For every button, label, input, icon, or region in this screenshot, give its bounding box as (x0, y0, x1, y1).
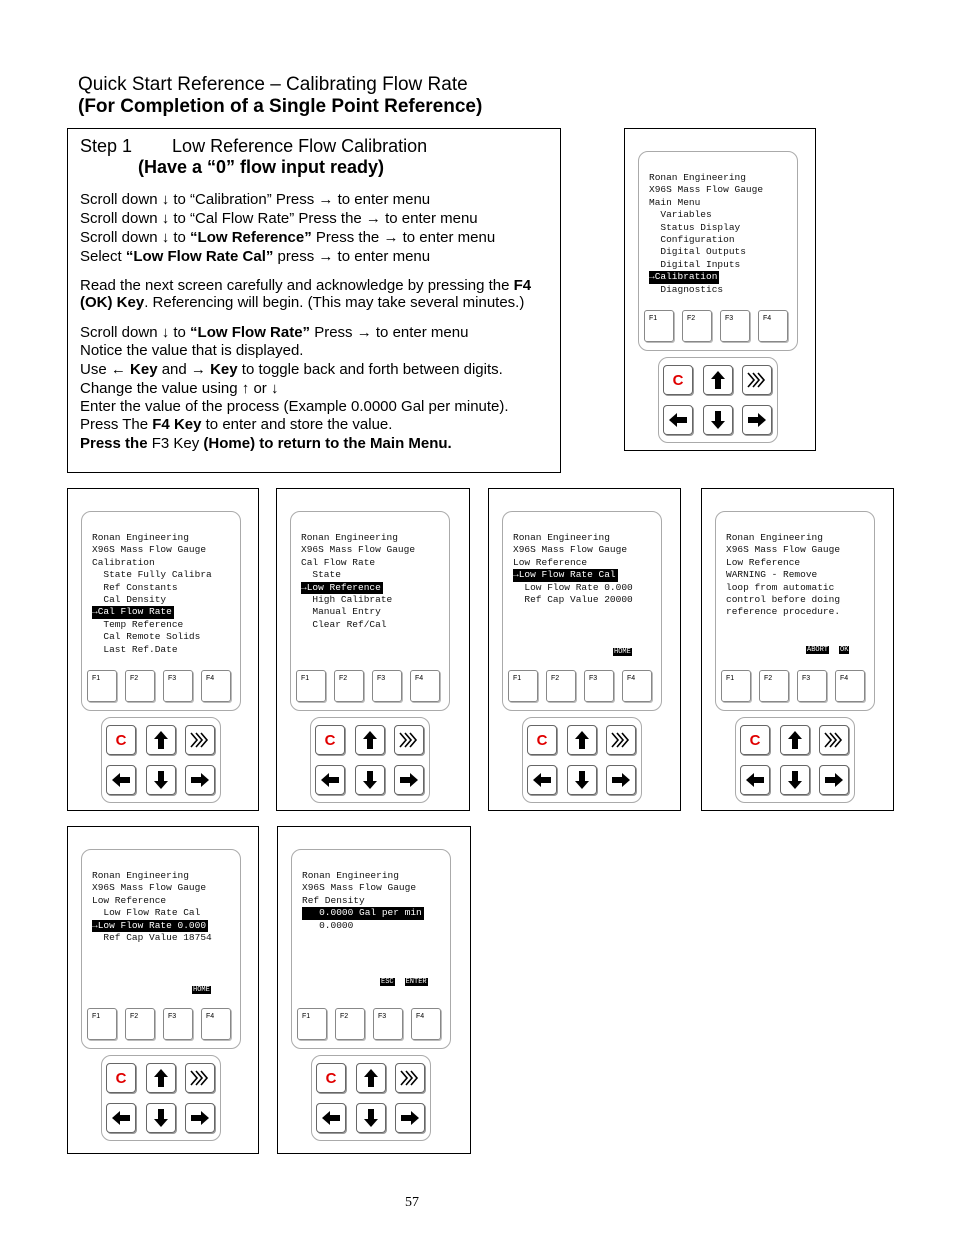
clear-key[interactable]: C (315, 725, 345, 755)
instruction-text: F3 Key (147, 435, 204, 452)
instruction-line (80, 229, 495, 247)
up-arrow-icon[interactable] (355, 725, 385, 755)
instruction-line (80, 361, 503, 379)
instruction-line (80, 277, 531, 295)
double-chevron-icon[interactable] (395, 1063, 425, 1093)
display-line: X96S Mass Flow Gauge (726, 544, 841, 556)
instruction-text: “Low Reference” (190, 229, 312, 246)
down-arrow-icon[interactable] (567, 765, 597, 795)
instruction-text: Scroll down ↓ to (80, 229, 191, 246)
up-arrow-icon[interactable] (146, 1063, 176, 1093)
display-line: Diagnostics (649, 283, 724, 295)
instruction-text: Press the (80, 435, 148, 452)
display-text (92, 532, 242, 656)
left-arrow-icon[interactable] (315, 765, 345, 795)
heading-line-2: (For Completion of a Single Point Reference) (78, 96, 483, 117)
clear-key[interactable]: C (316, 1063, 346, 1093)
f4-key[interactable]: F4 (758, 310, 788, 342)
right-arrow-icon[interactable] (742, 405, 772, 435)
selected-menu-item: →Low Reference (301, 581, 381, 593)
softkey-labels (603, 648, 632, 656)
step-subtitle: (Have a “0” flow input ready) (138, 157, 385, 177)
device-screen-panel (67, 826, 259, 1154)
instruction-line (80, 398, 509, 416)
up-arrow-icon[interactable] (146, 725, 176, 755)
left-arrow-icon[interactable] (527, 765, 557, 795)
f2-key[interactable]: F2 (125, 670, 155, 702)
instruction-line (80, 416, 392, 434)
display-line: Cal Flow Rate (301, 556, 376, 568)
display-line: Calibration (92, 556, 155, 568)
instruction-text: F4 (513, 277, 532, 294)
heading-line-1: Quick Start Reference – Calibrating Flow Rate (78, 74, 468, 95)
display-line: Clear Ref/Cal (301, 618, 387, 630)
step-title: Step 1 Low Reference Flow Calibration (80, 136, 428, 156)
display-line: Digital Outputs (649, 246, 746, 258)
f2-key[interactable]: F2 (759, 670, 789, 702)
left-arrow-icon[interactable] (663, 405, 693, 435)
instruction-text: (OK) Key (80, 294, 145, 311)
instruction-text: Key (130, 361, 158, 378)
f3-key[interactable]: F3 (584, 670, 614, 702)
double-chevron-icon[interactable] (185, 1063, 215, 1093)
display-line: reference procedure. (726, 606, 841, 618)
left-arrow-icon[interactable] (740, 765, 770, 795)
instruction-text: Scroll down ↓ to “Cal Flow Rate” Press the → to enter menu (80, 210, 478, 227)
instruction-text: “Low Flow Rate” (190, 324, 311, 341)
instruction-text: to enter and store the value. (201, 416, 393, 433)
f4-key[interactable]: F4 (201, 670, 231, 702)
display-line: X96S Mass Flow Gauge (302, 882, 417, 894)
display-line: Ronan Engineering (302, 870, 399, 881)
function-keys (87, 670, 237, 706)
instruction-text: Read the next screen carefully and acknowledge by pressing the (80, 277, 514, 294)
clear-key[interactable]: C (106, 1063, 136, 1093)
function-keys (508, 670, 658, 706)
f3-key[interactable]: F3 (720, 310, 750, 342)
display-line: Temp Reference (92, 618, 184, 630)
softkey-label: OK (840, 646, 849, 654)
device-display (715, 511, 875, 711)
right-arrow-icon[interactable] (394, 765, 424, 795)
device-display (290, 511, 450, 711)
navigation-keypad (311, 1055, 431, 1141)
device-display (81, 511, 241, 711)
clear-key[interactable]: C (663, 365, 693, 395)
function-keys (297, 1008, 447, 1044)
display-line: Status Display (649, 221, 741, 233)
display-line: Last Ref.Date (92, 643, 178, 655)
instruction-line (80, 294, 524, 312)
display-line: Ronan Engineering (301, 532, 398, 543)
display-text (92, 870, 242, 944)
double-chevron-icon[interactable] (819, 725, 849, 755)
up-arrow-icon[interactable] (567, 725, 597, 755)
instruction-text: “Low Flow Rate Cal” (125, 248, 274, 265)
instruction-text: . Referencing will begin. (This may take several minutes.) (144, 294, 525, 311)
device-screen-panel (701, 488, 894, 811)
f1-key[interactable]: F1 (297, 1008, 327, 1040)
navigation-keypad (101, 717, 221, 803)
device-display (291, 849, 451, 1049)
clear-key[interactable]: C (527, 725, 557, 755)
display-line: Low Reference (92, 894, 167, 906)
down-arrow-icon[interactable] (703, 405, 733, 435)
navigation-keypad (735, 717, 855, 803)
navigation-keypad (658, 357, 778, 443)
instruction-line (80, 435, 452, 453)
right-arrow-icon[interactable] (185, 1103, 215, 1133)
double-chevron-icon[interactable] (606, 725, 636, 755)
double-chevron-icon[interactable] (185, 725, 215, 755)
instruction-line (80, 248, 430, 266)
device-screen-panel (624, 128, 816, 451)
display-line: Ronan Engineering (513, 532, 610, 543)
navigation-keypad (522, 717, 642, 803)
display-text (649, 172, 799, 296)
softkey-label: ABORT (807, 646, 829, 654)
instruction-text: (Home) to return to the Main Menu. (203, 435, 452, 452)
instruction-text: Press the → to enter menu (311, 229, 496, 246)
instruction-text: Press → to enter menu (310, 324, 469, 341)
display-line: Ronan Engineering (649, 172, 746, 183)
navigation-keypad (310, 717, 430, 803)
instruction-text: and → (157, 361, 211, 378)
function-keys (644, 310, 794, 346)
f1-key[interactable]: F1 (87, 670, 117, 702)
up-arrow-icon[interactable] (780, 725, 810, 755)
display-line: Ref Constants (92, 581, 178, 593)
display-text (301, 532, 451, 631)
function-keys (296, 670, 446, 706)
display-line: X96S Mass Flow Gauge (92, 544, 207, 556)
instruction-line (80, 342, 303, 360)
instruction-text: Change the value using ↑ or ↓ (80, 380, 279, 397)
display-line: Cal Remote Solids (92, 631, 201, 643)
display-line: Low Flow Rate 0.000 (513, 581, 633, 593)
f3-key[interactable]: F3 (797, 670, 827, 702)
selected-menu-item: →Cal Flow Rate (92, 606, 172, 618)
step-1-instructions (67, 128, 561, 473)
selected-menu-item: →Low Flow Rate 0.000 (92, 919, 207, 931)
page-number: 57 (405, 1195, 419, 1210)
instruction-text: F4 Key (152, 416, 202, 433)
display-line: Low Reference (513, 556, 588, 568)
instruction-text: Scroll down ↓ to (80, 324, 191, 341)
clear-key[interactable]: C (740, 725, 770, 755)
down-arrow-icon[interactable] (146, 765, 176, 795)
display-line: Ref Density (302, 894, 365, 906)
display-line: Variables (649, 209, 712, 221)
f4-key[interactable]: F4 (410, 670, 440, 702)
display-line: High Calibrate (301, 593, 393, 605)
down-arrow-icon[interactable] (146, 1103, 176, 1133)
display-text (726, 532, 876, 619)
display-line: Manual Entry (301, 606, 381, 618)
f1-key[interactable]: F1 (721, 670, 751, 702)
f1-key[interactable]: F1 (296, 670, 326, 702)
device-screen-panel (488, 488, 681, 811)
f4-key[interactable]: F4 (201, 1008, 231, 1040)
display-line: Ref Cap Value 20000 (513, 593, 633, 605)
down-arrow-icon[interactable] (356, 1103, 386, 1133)
instruction-text: to toggle back and forth between digits. (237, 361, 503, 378)
left-arrow-icon[interactable] (316, 1103, 346, 1133)
instruction-text: Enter the value of the process (Example 0.0000 Gal per minute). (80, 398, 509, 415)
device-screen-panel (276, 488, 470, 811)
display-line: Ronan Engineering (92, 532, 189, 543)
display-line: X96S Mass Flow Gauge (301, 544, 416, 556)
right-arrow-icon[interactable] (395, 1103, 425, 1133)
function-keys (87, 1008, 237, 1044)
clear-key[interactable]: C (106, 725, 136, 755)
up-arrow-icon[interactable] (703, 365, 733, 395)
display-line: Low Reference (726, 556, 801, 568)
display-line: State Fully Calibra (92, 569, 212, 581)
up-arrow-icon[interactable] (356, 1063, 386, 1093)
left-arrow-icon[interactable] (106, 765, 136, 795)
instruction-line (80, 210, 478, 228)
display-line: Digital Inputs (649, 258, 741, 270)
selected-menu-item: →Calibration (649, 271, 718, 283)
instruction-line (80, 380, 278, 398)
display-line: Ronan Engineering (726, 532, 823, 543)
double-chevron-icon[interactable] (394, 725, 424, 755)
f2-key[interactable]: F2 (125, 1008, 155, 1040)
f2-key[interactable]: F2 (682, 310, 712, 342)
selected-menu-item: →Low Flow Rate Cal (513, 569, 616, 581)
device-display (502, 511, 662, 711)
f1-key[interactable]: F1 (87, 1008, 117, 1040)
instruction-text: Use ← (80, 361, 131, 378)
instruction-text: Press The (80, 416, 153, 433)
f1-key[interactable]: F1 (508, 670, 538, 702)
device-screen-panel (67, 488, 259, 811)
softkey-label: ESC (381, 978, 394, 986)
f4-key[interactable]: F4 (411, 1008, 441, 1040)
softkey-labels (796, 646, 849, 654)
instruction-text: Select (80, 248, 126, 265)
softkey-labels (370, 978, 428, 986)
display-line: Ref Cap Value 18754 (92, 931, 212, 943)
right-arrow-icon[interactable] (185, 765, 215, 795)
display-text (513, 532, 663, 606)
down-arrow-icon[interactable] (780, 765, 810, 795)
display-line: Cal Density (92, 593, 167, 605)
display-line: loop from automatic (726, 581, 835, 593)
display-line: WARNING - Remove (726, 569, 818, 581)
f2-key[interactable]: F2 (546, 670, 576, 702)
softkey-label: HOME (193, 986, 210, 994)
f3-key[interactable]: F3 (163, 1008, 193, 1040)
f4-key[interactable]: F4 (622, 670, 652, 702)
display-line: X96S Mass Flow Gauge (649, 184, 764, 196)
device-display (81, 849, 241, 1049)
f3-key[interactable]: F3 (163, 670, 193, 702)
display-line: State (301, 569, 341, 581)
device-display (638, 151, 798, 351)
f2-key[interactable]: F2 (335, 1008, 365, 1040)
display-text (302, 870, 452, 932)
selected-menu-item: 0.0000 Gal per min (302, 907, 422, 919)
navigation-keypad (101, 1055, 221, 1141)
display-line: Ronan Engineering (92, 870, 189, 881)
softkey-labels (182, 986, 211, 994)
softkey-label: ENTER (405, 978, 427, 986)
f1-key[interactable]: F1 (644, 310, 674, 342)
display-line: control before doing (726, 593, 841, 605)
display-line: Main Menu (649, 196, 701, 208)
f3-key[interactable]: F3 (372, 670, 402, 702)
display-line: X96S Mass Flow Gauge (92, 882, 207, 894)
double-chevron-icon[interactable] (742, 365, 772, 395)
display-line: Configuration (649, 233, 735, 245)
display-line: 0.0000 (302, 919, 354, 931)
softkey-label: HOME (614, 648, 631, 656)
right-arrow-icon[interactable] (819, 765, 849, 795)
display-line: X96S Mass Flow Gauge (513, 544, 628, 556)
f2-key[interactable]: F2 (334, 670, 364, 702)
f3-key[interactable]: F3 (373, 1008, 403, 1040)
instruction-text: Notice the value that is displayed. (80, 342, 304, 359)
instruction-line (80, 191, 430, 209)
f4-key[interactable]: F4 (835, 670, 865, 702)
down-arrow-icon[interactable] (355, 765, 385, 795)
instruction-text: Key (210, 361, 238, 378)
instruction-line (80, 324, 468, 342)
instruction-text: press → to enter menu (273, 248, 431, 265)
function-keys (721, 670, 871, 706)
device-screen-panel (277, 826, 471, 1154)
left-arrow-icon[interactable] (106, 1103, 136, 1133)
instruction-text: Scroll down ↓ to “Calibration” Press → to enter menu (80, 191, 431, 208)
right-arrow-icon[interactable] (606, 765, 636, 795)
display-line: Low Flow Rate Cal (92, 907, 201, 919)
